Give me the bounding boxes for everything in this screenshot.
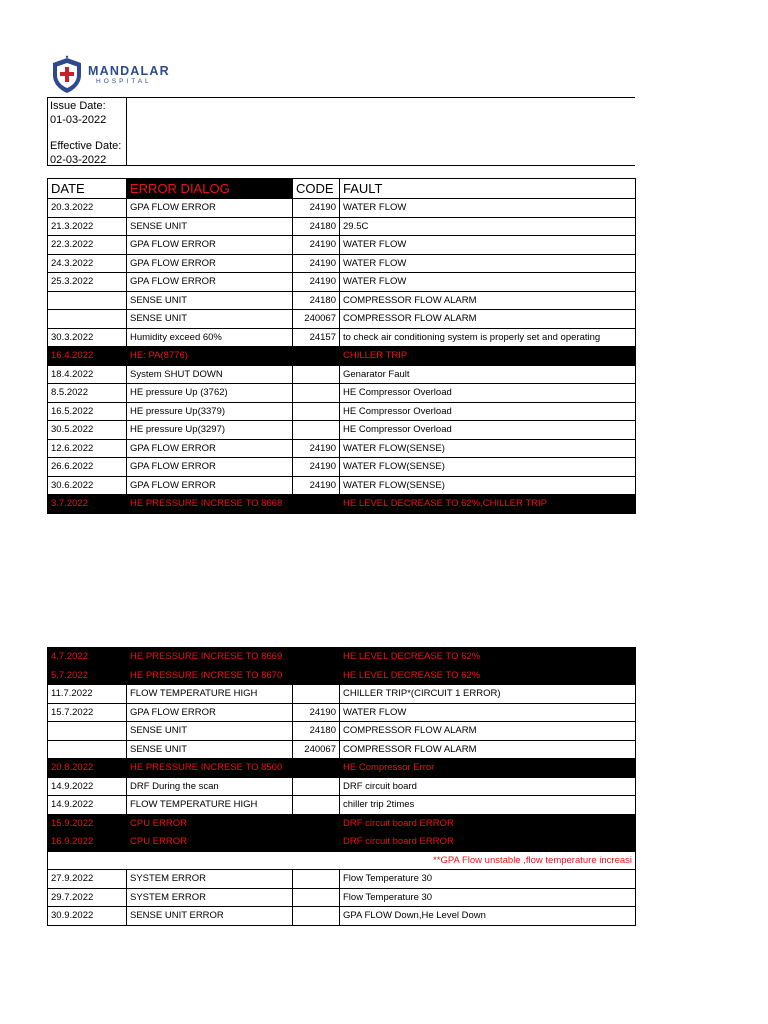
error-dialog-cell: SENSE UNIT ERROR xyxy=(127,907,293,926)
error-dialog-cell: FLOW TEMPERATURE HIGH xyxy=(127,685,293,704)
date-cell: 16.4.2022 xyxy=(48,347,127,366)
fault-cell: GPA FLOW Down,He Level Down xyxy=(340,907,636,926)
code-cell xyxy=(293,347,340,366)
issue-date-label: Issue Date: xyxy=(50,100,106,112)
logo-brand-text: MANDALAR xyxy=(88,64,170,78)
date-cell: 30.3.2022 xyxy=(48,328,127,347)
table-row xyxy=(48,254,636,273)
table-row xyxy=(48,328,636,347)
fault-cell: DRF circuit board ERROR xyxy=(340,833,636,852)
fault-cell: COMPRESSOR FLOW ALARM xyxy=(340,722,636,741)
code-cell xyxy=(293,777,340,796)
code-cell: 24180 xyxy=(293,291,340,310)
fault-cell: DRF circuit board xyxy=(340,777,636,796)
fault-cell: WATER FLOW xyxy=(340,254,636,273)
error-dialog-cell: SENSE UNIT xyxy=(127,740,293,759)
code-cell: 24190 xyxy=(293,273,340,292)
error-dialog-cell: HE PRESSURE INCRESE TO 8500 xyxy=(127,759,293,778)
table-row xyxy=(48,740,636,759)
date-cell xyxy=(48,310,127,329)
error-dialog-cell: SYSTEM ERROR xyxy=(127,870,293,889)
error-dialog-cell: GPA FLOW ERROR xyxy=(127,254,293,273)
date-cell: 12.6.2022 xyxy=(48,439,127,458)
date-cell: 8.5.2022 xyxy=(48,384,127,403)
header-error-dialog: ERROR DIALOG xyxy=(127,179,293,199)
error-dialog-cell: HE: PA(8776) xyxy=(127,347,293,366)
error-dialog-cell: GPA FLOW ERROR xyxy=(127,439,293,458)
code-cell: 24190 xyxy=(293,476,340,495)
date-cell: 11.7.2022 xyxy=(48,685,127,704)
table-header-row xyxy=(48,179,636,199)
code-cell xyxy=(293,833,340,852)
code-cell: 24190 xyxy=(293,703,340,722)
table-row xyxy=(48,907,636,926)
date-cell: 20.8.2022 xyxy=(48,759,127,778)
error-dialog-cell: HE pressure Up (3762) xyxy=(127,384,293,403)
fault-cell: COMPRESSOR FLOW ALARM xyxy=(340,740,636,759)
fault-cell: HE LEVEL DECREASE TO 62% xyxy=(340,666,636,685)
table-row xyxy=(48,759,636,778)
code-cell xyxy=(293,384,340,403)
table-row xyxy=(48,273,636,292)
error-dialog-cell: HE PRESSURE INCRESE TO 8670 xyxy=(127,666,293,685)
fault-cell: chiller trip 2times xyxy=(340,796,636,815)
table-row xyxy=(48,402,636,421)
date-cell xyxy=(48,291,127,310)
fault-cell: HE Compressor Overload xyxy=(340,421,636,440)
code-cell xyxy=(293,888,340,907)
date-cell: 21.3.2022 xyxy=(48,217,127,236)
date-cell: 29.7.2022 xyxy=(48,888,127,907)
code-cell xyxy=(293,402,340,421)
fault-cell: CHILLER TRIP*(CIRCUIT 1 ERROR) xyxy=(340,685,636,704)
date-cell: 3.7.2022 xyxy=(48,495,127,514)
code-cell: 240067 xyxy=(293,740,340,759)
date-cell: 15.7.2022 xyxy=(48,703,127,722)
code-cell xyxy=(293,685,340,704)
code-cell: 24190 xyxy=(293,458,340,477)
table-row xyxy=(48,888,636,907)
table-row xyxy=(48,648,636,667)
error-dialog-cell: HE PRESSURE INCRESE TO 8669 xyxy=(127,648,293,667)
error-dialog-cell: SENSE UNIT xyxy=(127,722,293,741)
date-cell: 25.3.2022 xyxy=(48,273,127,292)
hospital-shield-icon xyxy=(50,55,84,95)
fault-cell: WATER FLOW xyxy=(340,273,636,292)
table-row xyxy=(48,291,636,310)
error-dialog-cell: SENSE UNIT xyxy=(127,291,293,310)
table-row xyxy=(48,796,636,815)
table-row xyxy=(48,851,636,870)
date-cell: 5.7.2022 xyxy=(48,666,127,685)
table-row xyxy=(48,384,636,403)
date-cell: 14.9.2022 xyxy=(48,796,127,815)
date-cell: 30.6.2022 xyxy=(48,476,127,495)
fault-cell: HE LEVEL DECREASE TO 62%,CHILLER TRIP xyxy=(340,495,636,514)
fault-cell: Genarator Fault xyxy=(340,365,636,384)
table-row xyxy=(48,476,636,495)
fault-cell: WATER FLOW(SENSE) xyxy=(340,439,636,458)
fault-cell: HE Compressor Overload xyxy=(340,384,636,403)
error-dialog-cell: FLOW TEMPERATURE HIGH xyxy=(127,796,293,815)
error-dialog-cell: GPA FLOW ERROR xyxy=(127,703,293,722)
date-cell: 27.9.2022 xyxy=(48,870,127,889)
fault-cell: WATER FLOW xyxy=(340,703,636,722)
code-cell: 24180 xyxy=(293,217,340,236)
issue-date-value: 01-03-2022 xyxy=(50,113,107,126)
error-dialog-cell: GPA FLOW ERROR xyxy=(127,273,293,292)
error-dialog-cell: System SHUT DOWN xyxy=(127,365,293,384)
fault-cell: WATER FLOW(SENSE) xyxy=(340,458,636,477)
fault-cell: COMPRESSOR FLOW ALARM xyxy=(340,310,636,329)
effective-date-label: Effective Date: xyxy=(50,140,122,152)
table-row xyxy=(48,199,636,218)
fault-cell: WATER FLOW xyxy=(340,236,636,255)
logo-subtitle-text: HOSPITAL xyxy=(96,78,152,85)
date-cell: 14.9.2022 xyxy=(48,777,127,796)
code-cell xyxy=(293,814,340,833)
fault-cell: WATER FLOW xyxy=(340,199,636,218)
note-cell: **GPA Flow unstable ,flow temperature increasi xyxy=(48,851,636,870)
error-dialog-cell: SYSTEM ERROR xyxy=(127,888,293,907)
table-row xyxy=(48,685,636,704)
date-cell: 4.7.2022 xyxy=(48,648,127,667)
code-cell xyxy=(293,495,340,514)
error-dialog-cell: HE PRESSURE INCRESE TO 8668 xyxy=(127,495,293,514)
date-cell: 24.3.2022 xyxy=(48,254,127,273)
table-row xyxy=(48,495,636,514)
error-dialog-cell: GPA FLOW ERROR xyxy=(127,199,293,218)
table-row xyxy=(48,421,636,440)
date-cell xyxy=(48,722,127,741)
error-dialog-cell: HE pressure Up(3297) xyxy=(127,421,293,440)
table-row xyxy=(48,365,636,384)
fault-cell: HE LEVEL DECREASE TO 62% xyxy=(340,648,636,667)
header-code: CODE xyxy=(293,179,340,199)
issue-dates-cell xyxy=(47,98,127,165)
header-date: DATE xyxy=(48,179,127,199)
table-row xyxy=(48,439,636,458)
code-cell xyxy=(293,421,340,440)
code-cell: 24190 xyxy=(293,199,340,218)
code-cell xyxy=(293,666,340,685)
table-row xyxy=(48,833,636,852)
fault-cell: COMPRESSOR FLOW ALARM xyxy=(340,291,636,310)
error-log-table-continued xyxy=(47,647,636,926)
error-dialog-cell: GPA FLOW ERROR xyxy=(127,476,293,495)
error-log-table xyxy=(47,178,636,514)
date-cell: 20.3.2022 xyxy=(48,199,127,218)
date-cell: 15.9.2022 xyxy=(48,814,127,833)
fault-cell: HE Compressor Overload xyxy=(340,402,636,421)
fault-cell: Flow Temperature 30 xyxy=(340,870,636,889)
code-cell xyxy=(293,648,340,667)
fault-cell: DRF circuit board ERROR xyxy=(340,814,636,833)
fault-cell: CHILLER TRIP xyxy=(340,347,636,366)
date-cell: 30.5.2022 xyxy=(48,421,127,440)
code-cell: 24190 xyxy=(293,254,340,273)
table-row xyxy=(48,814,636,833)
table-row xyxy=(48,703,636,722)
date-cell: 16.9.2022 xyxy=(48,833,127,852)
error-dialog-cell: SENSE UNIT xyxy=(127,310,293,329)
date-cell xyxy=(48,740,127,759)
code-cell: 24180 xyxy=(293,722,340,741)
issue-info-box xyxy=(47,97,635,166)
table-row xyxy=(48,236,636,255)
code-cell: 24157 xyxy=(293,328,340,347)
error-dialog-cell: GPA FLOW ERROR xyxy=(127,236,293,255)
table-row xyxy=(48,347,636,366)
fault-cell: to check air conditioning system is properly set and operating xyxy=(340,328,636,347)
fault-cell: WATER FLOW(SENSE) xyxy=(340,476,636,495)
error-dialog-cell: CPU ERROR xyxy=(127,814,293,833)
header-fault: FAULT xyxy=(340,179,636,199)
fault-cell: HE Compressor Error xyxy=(340,759,636,778)
error-dialog-cell: HE pressure Up(3379) xyxy=(127,402,293,421)
table-row xyxy=(48,870,636,889)
table-row xyxy=(48,666,636,685)
code-cell: 24190 xyxy=(293,236,340,255)
error-dialog-cell: GPA FLOW ERROR xyxy=(127,458,293,477)
fault-cell: 29.5C xyxy=(340,217,636,236)
error-dialog-cell: Humidity exceed 60% xyxy=(127,328,293,347)
table-row xyxy=(48,458,636,477)
code-cell xyxy=(293,365,340,384)
code-cell xyxy=(293,870,340,889)
code-cell: 240067 xyxy=(293,310,340,329)
table-row xyxy=(48,310,636,329)
code-cell xyxy=(293,796,340,815)
effective-date-value: 02-03-2022 xyxy=(50,153,107,166)
fault-cell: Flow Temperature 30 xyxy=(340,888,636,907)
code-cell xyxy=(293,907,340,926)
date-cell: 18.4.2022 xyxy=(48,365,127,384)
error-dialog-cell: DRF During the scan xyxy=(127,777,293,796)
code-cell: 24190 xyxy=(293,439,340,458)
table-row xyxy=(48,217,636,236)
code-cell xyxy=(293,759,340,778)
error-dialog-cell: CPU ERROR xyxy=(127,833,293,852)
table-row xyxy=(48,777,636,796)
error-dialog-cell: SENSE UNIT xyxy=(127,217,293,236)
date-cell: 16.5.2022 xyxy=(48,402,127,421)
date-cell: 26.6.2022 xyxy=(48,458,127,477)
date-cell: 22.3.2022 xyxy=(48,236,127,255)
table-row xyxy=(48,722,636,741)
hospital-logo xyxy=(50,55,180,97)
date-cell: 30.9.2022 xyxy=(48,907,127,926)
